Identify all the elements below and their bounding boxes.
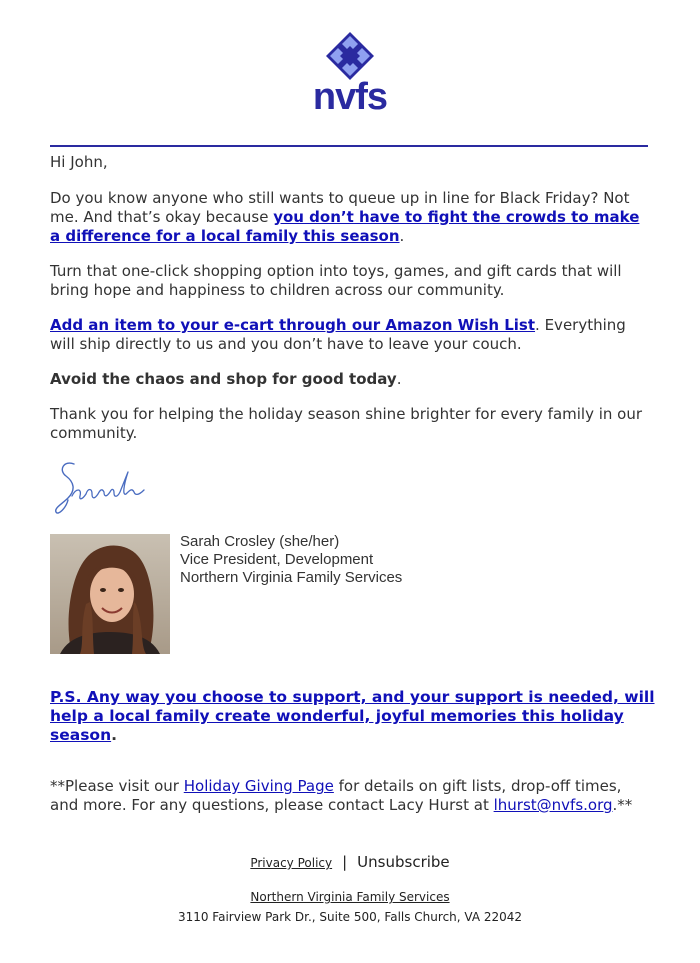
nvfs-diamond-logo-icon	[326, 32, 374, 80]
paragraph-end: .	[399, 227, 405, 245]
footer-links	[0, 852, 700, 873]
sender-name: Sarah Crosley (she/her)	[180, 533, 340, 550]
holiday-giving-note	[50, 777, 650, 815]
handwritten-signature	[52, 456, 152, 518]
sender-organization: Northern Virginia Family Services	[180, 569, 403, 586]
paragraph-wish-list	[50, 316, 650, 354]
amazon-wish-list-link[interactable]: Add an item to your e-cart through our Amazon Wish List	[50, 316, 536, 334]
ps-end: .	[111, 726, 117, 744]
holiday-giving-page-link[interactable]: Holiday Giving Page	[183, 777, 334, 795]
note-prefix: **Please visit our	[50, 777, 184, 795]
paragraph-text: Do you know anyone who still wants to queue up in line for Black Friday? Not me. And that’s okay because	[50, 189, 630, 226]
unsubscribe-link[interactable]: Unsubscribe	[357, 853, 450, 871]
header-logo[interactable]	[0, 32, 700, 116]
logo-wordmark: nvfs	[312, 76, 388, 118]
organization-link[interactable]: Northern Virginia Family Services	[250, 890, 450, 904]
paragraph-text: . Everything will ship directly to us and you don’t have to leave your couch.	[50, 316, 626, 353]
ps-support-link[interactable]: P.S. Any way you choose to support, and your support is needed, will help a local family create wonderful, joyful memories this holiday season	[50, 688, 655, 744]
footer-address: 3110 Fairview Park Dr., Suite 500, Falls Church, VA 22042	[177, 910, 523, 924]
footer-separator: |	[342, 853, 348, 871]
contact-email-link[interactable]: lhurst@nvfs.org	[493, 796, 613, 814]
paragraph-thank-you: Thank you for helping the holiday season shine brighter for every family in our community.	[50, 405, 643, 442]
sender-photo	[50, 534, 170, 654]
paragraph-shop-for-good	[50, 370, 650, 389]
note-suffix: .**	[612, 796, 633, 814]
fight-crowds-link[interactable]: you don’t have to fight the crowds to make a difference for a local family this season	[50, 208, 640, 245]
note-middle: for details on gift lists, drop-off times, and more. For any questions, please contact Lacy Hurst at	[50, 777, 622, 814]
paragraph-one-click: Turn that one-click shopping option into toys, games, and gift cards that will bring hope and happiness to children across our community.	[50, 262, 622, 299]
footer-organization	[0, 889, 700, 905]
postscript	[50, 688, 660, 745]
header-divider	[50, 145, 648, 147]
greeting: Hi John,	[50, 153, 108, 171]
paragraph-black-friday	[50, 189, 650, 246]
bold-callout: Avoid the chaos and shop for good today	[50, 370, 397, 388]
paragraph-end: .	[396, 370, 402, 388]
privacy-policy-link[interactable]: Privacy Policy	[250, 856, 333, 870]
portrait-image	[50, 534, 170, 654]
sender-signature-block	[180, 533, 402, 587]
sender-title: Vice President, Development	[180, 551, 374, 568]
